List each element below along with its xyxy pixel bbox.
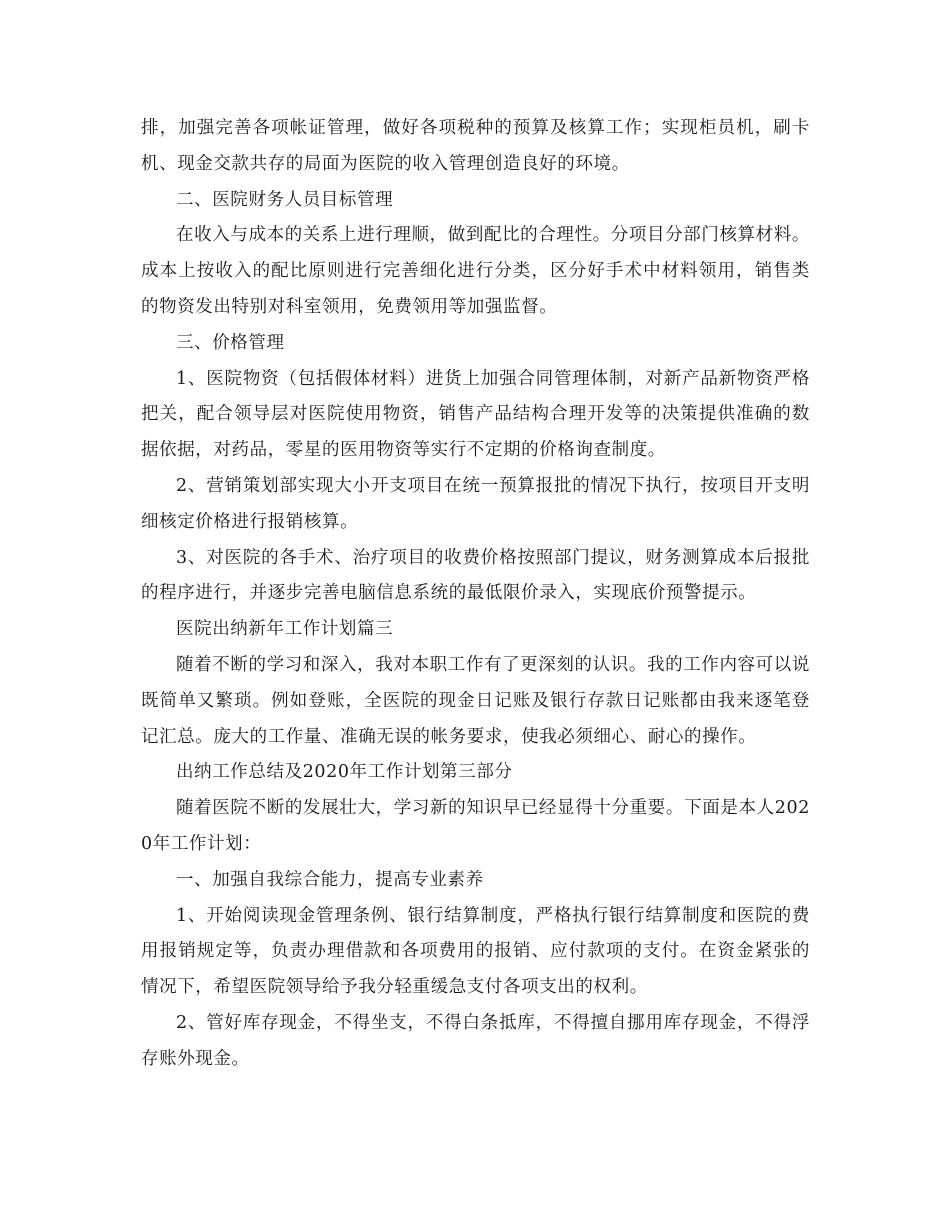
document-body [141, 111, 810, 1078]
paragraph-plan-intro: 随着医院不断的发展壮大，学习新的知识早已经显得十分重要。下面是本人2020年工作计划： [141, 798, 810, 854]
section-heading-summary-plan: 出纳工作总结及2020年工作计划第三部分 [176, 762, 513, 783]
paragraph-price-item-2: 2、营销策划部实现大小开支项目在统一预算报批的情况下执行，按项目开支明细核定价格进行报销核算。 [141, 475, 810, 532]
paragraph-plan-item-1: 1、开始阅读现金管理条例、银行结算制度，严格执行银行结算制度和医院的费用报销规定等，负责办理借款和各项费用的报销、应付款项的支付。在资金紧张的情况下，希望医院领导给予我分轻重缓急支付各项支出的权利。 [141, 905, 810, 998]
paragraph-price-item-3: 3、对医院的各手术、治疗项目的收费价格按照部门提议，财务测算成本后报批的程序进行，并逐步完善电脑信息系统的最低限价录入，实现底价预警提示。 [141, 547, 810, 604]
section-heading-self-improvement: 一、加强自我综合能力，提高专业素养 [176, 869, 484, 890]
section-heading-part-three: 医院出纳新年工作计划篇三 [176, 619, 394, 640]
paragraph-continuation: 排，加强完善各项帐证管理，做好各项税种的预算及核算工作；实现柜员机，刷卡机、现金交款共存的局面为医院的收入管理创造良好的环境。 [141, 118, 810, 174]
section-heading-finance-staff: 二、医院财务人员目标管理 [176, 189, 394, 210]
paragraph-work-understanding: 随着不断的学习和深入，我对本职工作有了更深刻的认识。我的工作内容可以说既简单又繁琐。例如登账，全医院的现金日记账及银行存款日记账都由我来逐笔登记汇总。庞大的工作量、准确无误的帐务要求，使我必须细心、耐心的操作。 [141, 654, 810, 747]
paragraph-price-item-1: 1、医院物资（包括假体材料）进货上加强合同管理体制，对新产品新物资严格把关，配合领导层对医院使用物资，销售产品结构合理开发等的决策提供准确的数据依据，对药品，零星的医用物资等实行不定期的价格询查制度。 [141, 368, 810, 461]
section-heading-price-management: 三、价格管理 [176, 332, 285, 353]
paragraph-income-cost: 在收入与成本的关系上进行理顺，做到配比的合理性。分项目分部门核算材料。成本上按收入的配比原则进行完善细化进行分类，区分好手术中材料领用，销售类的物资发出特别对科室领用，免费领用等加强监督。 [141, 225, 810, 317]
paragraph-plan-item-2: 2、管好库存现金，不得坐支，不得白条抵库，不得擅自挪用库存现金，不得浮存账外现金。 [141, 1012, 810, 1069]
